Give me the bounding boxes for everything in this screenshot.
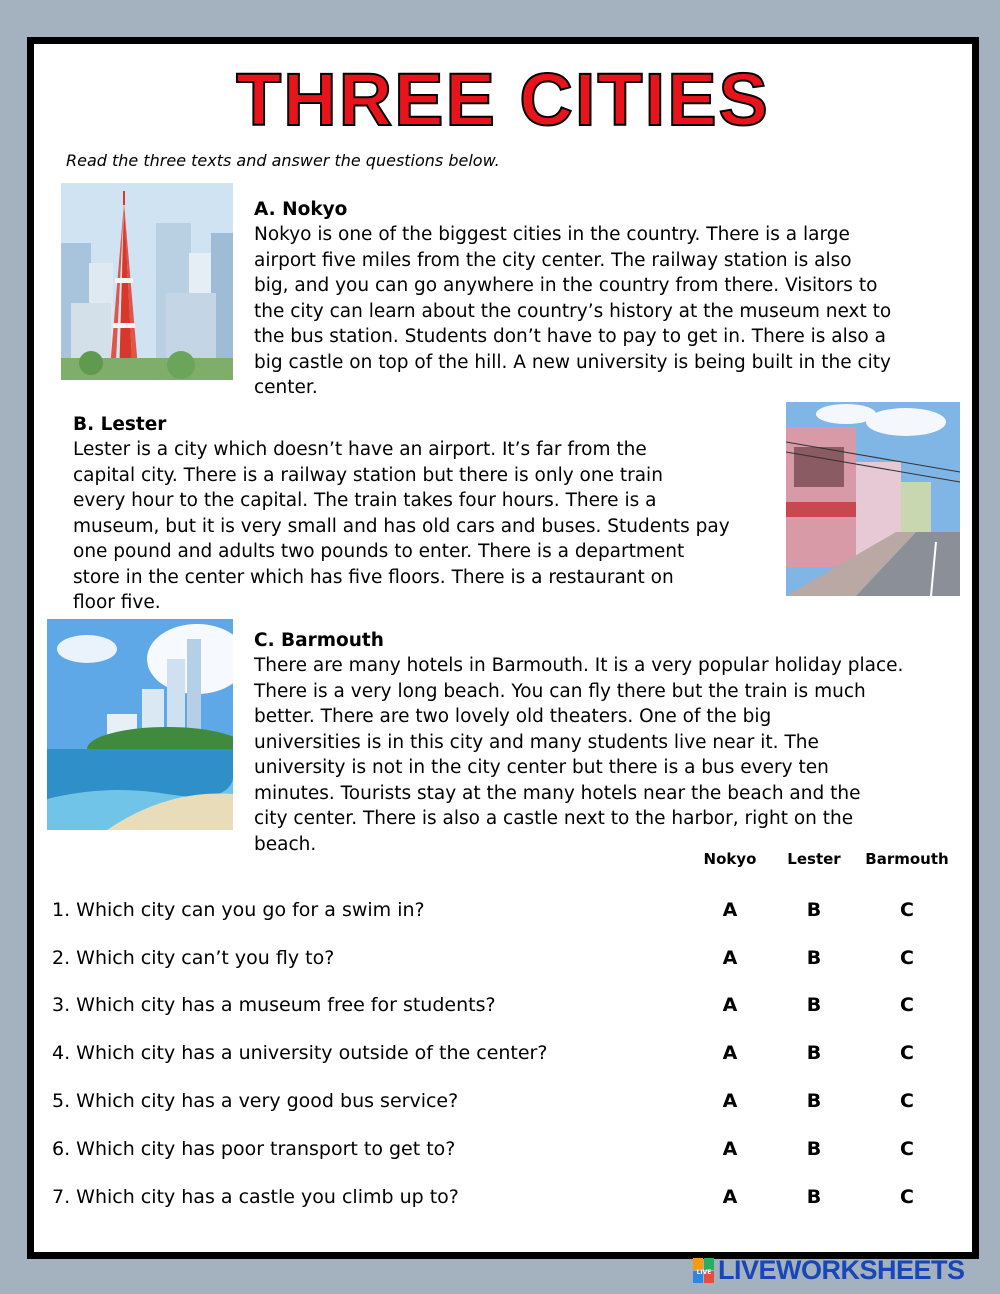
section-b-heading: B. Lester <box>73 414 167 435</box>
question-5: 5. Which city has a very good bus service? <box>52 1090 459 1112</box>
question-6: 6. Which city has poor transport to get to? <box>52 1138 456 1160</box>
q3-option-a[interactable]: A <box>722 994 738 1016</box>
question-1: 1. Which city can you go for a swim in? <box>52 899 425 921</box>
question-3: 3. Which city has a museum free for students? <box>52 994 496 1016</box>
question-2: 2. Which city can’t you fly to? <box>52 947 335 969</box>
nokyo-image <box>61 183 233 380</box>
section-b-text: Lester is a city which doesn’t have an airport. It’s far from the capital city. There is a railway station but there is only one train every hour to the capital. The train takes four hours. There is a museum, but it is very small and has old cars and buses. Students pay one pound and adults two pounds to enter. There is a department store in the center which has five floors. There is a restaurant on floor five. <box>73 439 730 613</box>
brand-logo[interactable]: LIVEWORKSHEETS <box>718 1255 965 1285</box>
q2-option-b[interactable]: B <box>806 947 822 969</box>
q1-option-a[interactable]: A <box>722 899 738 921</box>
brand-mark-text: LIVE <box>696 1269 712 1276</box>
q6-option-c[interactable]: C <box>900 1138 914 1160</box>
q3-option-b[interactable]: B <box>806 994 822 1016</box>
q5-option-c[interactable]: C <box>900 1090 914 1112</box>
page-title: THREE CITIES <box>236 58 770 141</box>
q7-option-b[interactable]: B <box>806 1186 822 1208</box>
section-c-heading: C. Barmouth <box>254 630 384 651</box>
barmouth-image <box>47 619 233 830</box>
q2-option-a[interactable]: A <box>722 947 738 969</box>
column-barmouth: Barmouth <box>865 850 949 868</box>
section-c-text: There are many hotels in Barmouth. It is a very popular holiday place. There is a very long beach. You can fly there but the train is much better. There are two lovely old theaters. One of the big universities is in this city and many students live near it. The university is not in the city center but there is a bus every ten minutes. Tourists stay at the many hotels near the beach and the city center. There is also a castle next to the harbor, right on the beach. <box>254 655 904 855</box>
q4-option-c[interactable]: C <box>900 1042 914 1064</box>
worksheet <box>27 37 979 1259</box>
q4-option-a[interactable]: A <box>722 1042 738 1064</box>
q1-option-c[interactable]: C <box>900 899 914 921</box>
q6-option-b[interactable]: B <box>806 1138 822 1160</box>
column-nokyo: Nokyo <box>703 850 757 868</box>
q6-option-a[interactable]: A <box>722 1138 738 1160</box>
q2-option-c[interactable]: C <box>900 947 914 969</box>
q5-option-a[interactable]: A <box>722 1090 738 1112</box>
q5-option-b[interactable]: B <box>806 1090 822 1112</box>
q7-option-c[interactable]: C <box>900 1186 914 1208</box>
section-a-text: Nokyo is one of the biggest cities in the country. There is a large airport five miles from the city center. The railway station is also big, and you can go anywhere in the country from there. Visitors to the city can learn about the country’s history at the museum next to the bus station. Students don’t have to pay to get in. There is also a big castle on top of the hill. A new university is being built in the city center. <box>254 224 892 398</box>
liveworksheets-mark-icon <box>693 1258 715 1284</box>
instructions: Read the three texts and answer the questions below. <box>66 151 500 170</box>
question-7: 7. Which city has a castle you climb up to? <box>52 1186 459 1208</box>
q1-option-b[interactable]: B <box>806 899 822 921</box>
q7-option-a[interactable]: A <box>722 1186 738 1208</box>
column-lester: Lester <box>787 850 841 868</box>
q3-option-c[interactable]: C <box>900 994 914 1016</box>
lester-image <box>786 402 960 596</box>
question-4: 4. Which city has a university outside of the center? <box>52 1042 548 1064</box>
q4-option-b[interactable]: B <box>806 1042 822 1064</box>
section-a-heading: A. Nokyo <box>254 199 348 220</box>
